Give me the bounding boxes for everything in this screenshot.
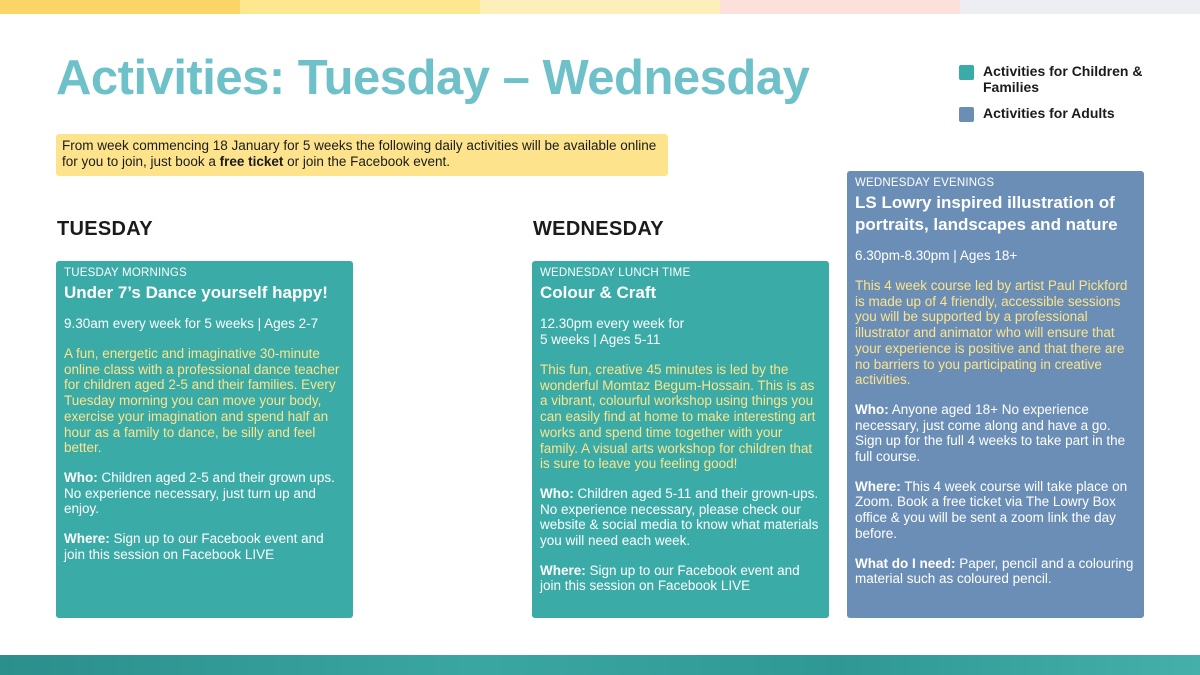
legend: [959, 63, 1159, 132]
schedule-line-1: 12.30pm every week for: [540, 316, 685, 331]
who-label: Who:: [855, 401, 889, 417]
card-where: [855, 479, 1136, 542]
page-title: Activities: Tuesday – Wednesday: [56, 51, 810, 105]
who-text: Children aged 5-11 and their grown-ups. No experience necessary, please check our website & social media to know what materials you will need each week.: [540, 485, 819, 549]
card-title: Colour & Craft: [540, 283, 657, 302]
intro-text-end: or join the Facebook event.: [283, 154, 450, 169]
top-strip-segment: [0, 0, 240, 14]
tuesday-activity-card: [56, 261, 353, 618]
top-color-strip: [0, 0, 1200, 14]
card-description: A fun, energetic and imaginative 30-minute online class with a professional dance teacher for children aged 2-5 and their families. Every Tuesday morning you can move your body, exercise your imagination and spend half an hour as a family to dance, be silly and feel better.: [64, 346, 340, 456]
need-text: Paper, pencil and a colouring material such as coloured pencil.: [855, 555, 1134, 587]
legend-item-adults: [959, 105, 1159, 122]
schedule-line-2: 5 weeks | Ages 5-11: [540, 332, 661, 347]
card-where: [540, 563, 821, 594]
card-title: Under 7’s Dance yourself happy!: [64, 283, 328, 302]
wednesday-heading: WEDNESDAY: [533, 218, 664, 240]
card-kicker: WEDNESDAY LUNCH TIME: [540, 267, 691, 279]
tuesday-heading: TUESDAY: [57, 218, 153, 240]
card-description: This 4 week course led by artist Paul Pickford is made up of 4 friendly, accessible sessions you will be supported by a professional illustrator and animator who will ensure that your experience is positive and that there are no barriers to you participating in creative activities.: [855, 278, 1128, 388]
who-text: Anyone aged 18+ No experience necessary, just come along and have a go. Sign up for the full 4 weeks to take part in the full course.: [855, 401, 1126, 465]
card-schedule: [540, 316, 821, 348]
card-kicker: TUESDAY MORNINGS: [64, 267, 187, 279]
card-materials: [855, 556, 1136, 587]
card-schedule: 6.30pm-8.30pm | Ages 18+: [855, 248, 1018, 263]
card-who: [540, 486, 821, 549]
top-strip-segment: [720, 0, 960, 14]
who-label: Who:: [64, 469, 98, 485]
legend-label-adults: Activities for Adults: [983, 105, 1115, 121]
legend-label-children: Activities for Children & Families: [983, 63, 1143, 95]
where-label: Where:: [855, 478, 901, 494]
who-text: Children aged 2-5 and their grown ups. No experience necessary, just turn up and enjoy.: [64, 469, 335, 517]
wednesday-lunch-card: [532, 261, 829, 618]
intro-banner: [56, 134, 668, 176]
top-strip-segment: [480, 0, 720, 14]
top-strip-segment: [240, 0, 480, 14]
card-where: [64, 531, 345, 562]
who-label: Who:: [540, 485, 574, 501]
card-kicker: WEDNESDAY EVENINGS: [855, 177, 995, 189]
adults-swatch: [959, 107, 974, 122]
need-label: What do I need:: [855, 555, 956, 571]
card-description: This fun, creative 45 minutes is led by the wonderful Momtaz Begum-Hossain. This is as a vibrant, colourful workshop using things you can easily find at home to make interesting art works and spend time together with your family. A visual arts workshop for children that is sure to leave you feeling good!: [540, 362, 816, 472]
card-title: LS Lowry inspired illustration of portraits, landscapes and nature: [855, 193, 1118, 234]
card-who: [64, 470, 345, 517]
children-swatch: [959, 65, 974, 80]
card-who: [855, 402, 1136, 465]
wednesday-evening-card: [847, 171, 1144, 618]
bottom-texture-strip: [0, 655, 1200, 675]
where-text: This 4 week course will take place on Zoom. Book a free ticket via The Lowry Box office & you will be sent a zoom link the day before.: [855, 478, 1128, 541]
intro-text: From week commencing 18 January for 5 weeks the following daily activities will be available online for you to join, just book a: [62, 138, 657, 169]
where-text: Sign up to our Facebook event and join this session on Facebook LIVE: [64, 531, 324, 562]
where-text: Sign up to our Facebook event and join this session on Facebook LIVE: [540, 562, 800, 594]
where-label: Where:: [540, 562, 586, 578]
free-ticket-text: free ticket: [219, 154, 284, 169]
legend-item-children: [959, 63, 1159, 95]
where-label: Where:: [64, 531, 110, 547]
card-schedule: 9.30am every week for 5 weeks | Ages 2-7: [64, 316, 319, 331]
top-strip-segment: [960, 0, 1200, 14]
